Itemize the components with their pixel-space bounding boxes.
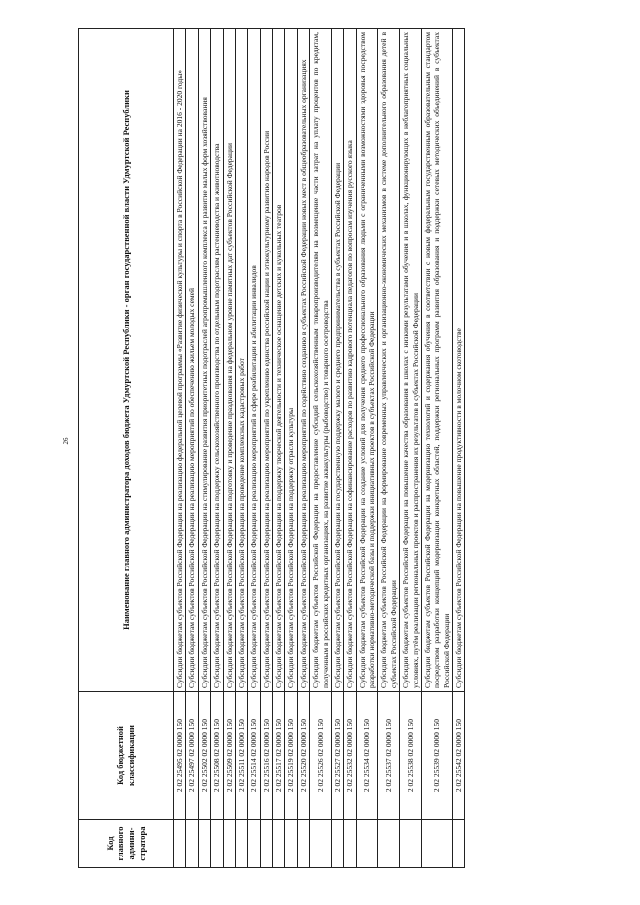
page-number: 26: [62, 437, 70, 445]
table-row: [223, 29, 235, 868]
table-row: [211, 29, 223, 868]
cell-code: 2 02 25532 02 0000 150: [344, 692, 356, 820]
cell-admin: [310, 820, 332, 868]
table-row: [297, 29, 309, 868]
cell-code: 2 02 25539 02 0000 150: [421, 692, 452, 820]
table-row: [453, 29, 465, 868]
cell-code: 2 02 25514 02 0000 150: [248, 692, 260, 820]
cell-name: Субсидии бюджетам субъектов Российской Федерации на формирование современных управленческих и организационно-экономических механизмов в системе дополнительного образования детей в субъектах Российской Федерации: [378, 29, 400, 692]
cell-admin: [273, 820, 285, 868]
cell-name: Субсидии бюджетам субъектов Российской Федерации на реализацию федеральной целевой программы «Развитие физической культуры и спорта в Российской Федерации на 2016 - 2020 годы»: [174, 29, 186, 692]
cell-code: 2 02 25517 02 0000 150: [273, 692, 285, 820]
cell-admin: [400, 820, 422, 868]
cell-name: Субсидии бюджетам субъектов Российской Федерации на предоставление субсидий сельскохозяйственным товаропроизводителям на возмещение части затрат на уплату процентов по кредитам, полученным в российских кредитных организациях, на развитие аквакультуры (рыбоводство) и товарного осетроводства: [310, 29, 332, 692]
cell-name: Субсидии бюджетам субъектов Российской Федерации на повышение продуктивности в молочном скотоводстве: [453, 29, 465, 692]
cell-admin: [378, 820, 400, 868]
cell-admin: [453, 820, 465, 868]
table-row: [285, 29, 297, 868]
cell-name: Субсидии бюджетам субъектов Российской Федерации на поддержку отрасли культуры: [285, 29, 297, 692]
cell-admin: [297, 820, 309, 868]
table-row: [198, 29, 210, 868]
table-row: [310, 29, 332, 868]
cell-name: Субсидии бюджетам субъектов Российской Федерации на подготовку и проведение празднования на федеральном уровне памятных дат субъектов Российской Федерации: [223, 29, 235, 692]
table-row: [260, 29, 272, 868]
table-row: [421, 29, 452, 868]
table-row: [186, 29, 198, 868]
cell-name: Субсидии бюджетам субъектов Российской Федерации на реализацию мероприятий по обеспечению жильем молодых семей: [186, 29, 198, 692]
table-row: [378, 29, 400, 868]
cell-code: 2 02 25526 02 0000 150: [310, 692, 332, 820]
cell-admin: [174, 820, 186, 868]
cell-code: 2 02 25495 02 0000 150: [174, 692, 186, 820]
table-row: [331, 29, 343, 868]
cell-code: 2 02 25537 02 0000 150: [378, 692, 400, 820]
revenue-table: [78, 28, 465, 868]
cell-name: Субсидии бюджетам субъектов Российской Федерации на модернизацию технологий и содержания обучения в соответствии с новым федеральным государственным образовательным стандартом посредством разработки концепций модернизации конкретных областей, поддержки региональных программ развития образования и поддержки сетевых методических объединений в субъектах Российской Федерации: [421, 29, 452, 692]
cell-code: 2 02 25542 02 0000 150: [453, 692, 465, 820]
cell-admin: [331, 820, 343, 868]
table-row: [356, 29, 378, 868]
cell-code: 2 02 25519 02 0000 150: [285, 692, 297, 820]
header-code: Код бюджетной классификации: [79, 692, 174, 820]
cell-code: 2 02 25509 02 0000 150: [223, 692, 235, 820]
cell-admin: [186, 820, 198, 868]
header-name: Наименование главного администратора доходов бюджета Удмуртской Республики - орган государственной власти Удмуртской Республики: [79, 29, 174, 692]
cell-admin: [260, 820, 272, 868]
cell-admin: [421, 820, 452, 868]
cell-code: 2 02 25497 02 0000 150: [186, 692, 198, 820]
table-row: [400, 29, 422, 868]
cell-name: Субсидии бюджетам субъектов Российской Федерации на создание условий для получения среднего профессионального образования людьми с ограниченными возможностями здоровья посредством разработки нормативно-методической базы и поддержки инициативных проектов в субъектах Российской Федерации: [356, 29, 378, 692]
cell-admin: [356, 820, 378, 868]
table-header-row: [79, 29, 174, 868]
cell-admin: [211, 820, 223, 868]
cell-code: 2 02 25534 02 0000 150: [356, 692, 378, 820]
table-row: [174, 29, 186, 868]
cell-admin: [248, 820, 260, 868]
rotated-table-container: [78, 28, 608, 868]
table-row: [248, 29, 260, 868]
cell-name: Субсидии бюджетам субъектов Российской Федерации на реализацию мероприятий в сфере реабилитации и абилитации инвалидов: [248, 29, 260, 692]
cell-name: Субсидии бюджетам субъектов Российской Федерации на поддержку сельскохозяйственного производства по отдельным подотраслям растениеводства и животноводства: [211, 29, 223, 692]
cell-admin: [344, 820, 356, 868]
cell-code: 2 02 25511 02 0000 150: [235, 692, 247, 820]
cell-admin: [223, 820, 235, 868]
cell-name: Субсидии бюджетам субъектов Российской Федерации на проведение комплексных кадастровых работ: [235, 29, 247, 692]
cell-admin: [198, 820, 210, 868]
table-row: [235, 29, 247, 868]
cell-code: 2 02 25520 02 0000 150: [297, 692, 309, 820]
cell-name: Субсидии бюджетам субъектов Российской Федерации на реализацию мероприятий по содействию созданию в субъектах Российской Федерации новых мест в общеобразовательных организациях: [297, 29, 309, 692]
table-row: [273, 29, 285, 868]
table-row: [344, 29, 356, 868]
cell-admin: [285, 820, 297, 868]
cell-code: 2 02 25502 02 0000 150: [198, 692, 210, 820]
cell-name: Субсидии бюджетам субъектов Российской Федерации на софинансирование расходов по развитию кадрового потенциала педагогов по вопросам изучения русского языка: [344, 29, 356, 692]
cell-name: Субсидии бюджетам субъектов Российской Федерации на государственную поддержку малого и среднего предпринимательства в субъектах Российской Федерации: [331, 29, 343, 692]
cell-code: 2 02 25527 02 0000 150: [331, 692, 343, 820]
cell-name: Субсидии бюджетам субъектов Российской Федерации на стимулирование развития приоритетных подотраслей агропромышленного комплекса и развитие малых форм хозяйствования: [198, 29, 210, 692]
header-admin: Код главного админи-стратора: [79, 820, 174, 868]
cell-code: 2 02 25508 02 0000 150: [211, 692, 223, 820]
cell-admin: [235, 820, 247, 868]
cell-code: 2 02 25516 02 0000 150: [260, 692, 272, 820]
cell-name: Субсидии бюджетам субъектов Российской Федерации на повышение качества образования в школах с низкими результатами обучения и в школах, функционирующих в неблагоприятных социальных условиях, путём реализации региональных проектов и распространения их результатов в субъектах Российской Федерации: [400, 29, 422, 692]
cell-name: Субсидии бюджетам субъектов Российской Федерации на поддержку творческой деятельности и техническое оснащение детских и кукольных театров: [273, 29, 285, 692]
cell-code: 2 02 25538 02 0000 150: [400, 692, 422, 820]
cell-name: Субсидии бюджетам субъектов Российской Федерации на реализацию мероприятий по укреплению единства российской нации и этнокультурному развитию народов России: [260, 29, 272, 692]
